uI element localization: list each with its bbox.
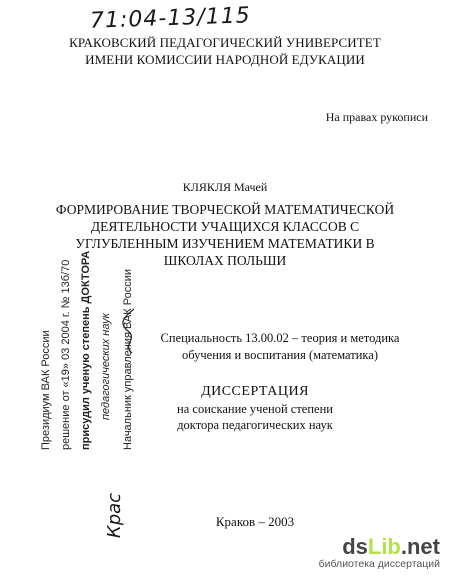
degree-line: доктора педагогических наук [177,418,333,432]
title-line: ШКОЛАХ ПОЛЬШИ [163,253,287,268]
degree-line: на соискание ученой степени [177,402,333,416]
title-line: ДЕЯТЕЛЬНОСТИ УЧАЩИХСЯ КЛАССОВ С [90,219,360,234]
rights-notice: На правах рукописи [325,110,428,124]
specialty-line: обучения и воспитания (математика) [181,348,379,362]
title-line: ФОРМИРОВАНИЕ ТВОРЧЕСКОЙ МАТЕМАТИЧЕСКОЙ [55,202,395,217]
document-type: ДИССЕРТАЦИЯ [201,384,309,399]
handwritten-number: 71:04-13/115 [89,3,252,34]
watermark-subtitle: библиотека диссертаций [318,558,440,570]
stamp-line: решение от «19» 03 2004 г. № 13б/70 [60,259,72,450]
title-line: УГЛУБЛЕННЫМ ИЗУЧЕНИЕМ МАТЕМАТИКИ В [75,236,375,251]
margin-signature: Крас [104,492,126,539]
watermark [319,534,440,570]
specialty-line: Специальность 13.00.02 – теория и методика [160,331,400,345]
watermark-logo: dsLib.net [342,534,440,559]
university-line: КРАКОВСКИЙ ПЕДАГОГИЧЕСКИЙ УНИВЕРСИТЕТ [69,35,381,50]
stamp-line: Президиум ВАК России [40,330,52,450]
specialty [150,330,410,364]
author-name: КЛЯКЛЯ Мачей [182,180,268,194]
vak-stamp [38,250,158,450]
city-year: Краков – 2003 [215,514,295,529]
stamp-line: педагогических наук [100,313,112,420]
stamp-line: Начальник управления ВАК России [122,269,134,450]
university-name [0,34,450,68]
stamp-line: присудил ученую степень ДОКТОРА [80,250,92,450]
signature-scribble [120,305,140,355]
university-line: ИМЕНИ КОМИССИИ НАРОДНОЙ ЕДУКАЦИИ [85,52,365,67]
